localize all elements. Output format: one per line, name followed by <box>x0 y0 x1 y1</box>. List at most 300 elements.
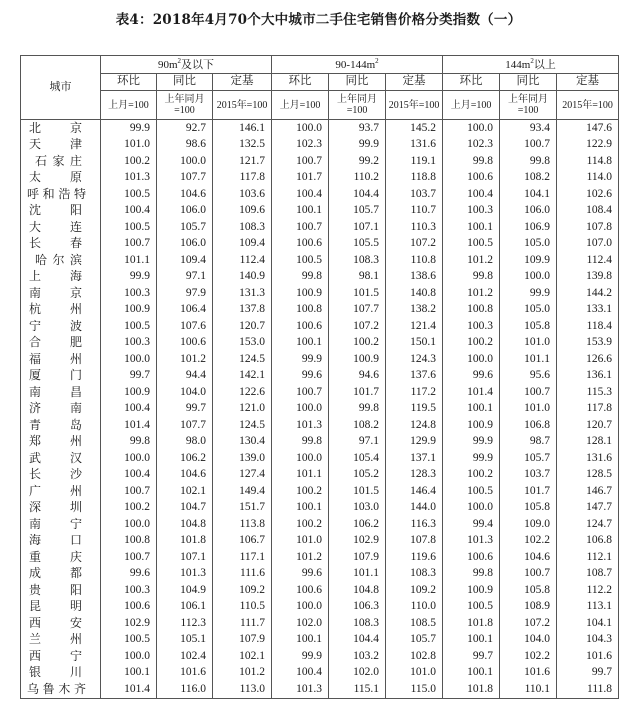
city-name-cell: 合肥 <box>21 335 101 352</box>
index-value-cell: 100.2 <box>443 467 500 484</box>
index-value-cell: 105.0 <box>500 236 557 253</box>
index-value-cell: 101.0 <box>500 335 557 352</box>
city-name-cell: 厦门 <box>21 368 101 385</box>
index-value-cell: 110.5 <box>213 599 272 616</box>
index-value-cell: 95.6 <box>500 368 557 385</box>
index-value-cell: 103.7 <box>386 186 443 203</box>
index-value-cell: 102.0 <box>329 665 386 682</box>
index-value-cell: 117.2 <box>386 384 443 401</box>
table-row <box>21 483 619 500</box>
index-value-cell: 101.5 <box>329 285 386 302</box>
table-row <box>21 384 619 401</box>
table-row <box>21 153 619 170</box>
index-value-cell: 99.7 <box>557 665 619 682</box>
index-value-cell: 149.4 <box>213 483 272 500</box>
index-value-cell: 102.1 <box>157 483 213 500</box>
index-value-cell: 99.6 <box>101 566 157 583</box>
city-name-cell: 太原 <box>21 170 101 187</box>
sub-header-yoy: 同比 <box>500 74 557 91</box>
index-value-cell: 100.2 <box>272 516 329 533</box>
index-value-cell: 151.7 <box>213 500 272 517</box>
index-value-cell: 106.8 <box>557 533 619 550</box>
index-value-cell: 114.0 <box>557 170 619 187</box>
index-value-cell: 104.4 <box>329 186 386 203</box>
index-value-cell: 106.9 <box>500 219 557 236</box>
index-value-cell: 100.5 <box>272 252 329 269</box>
index-value-cell: 98.7 <box>500 434 557 451</box>
index-value-cell: 102.2 <box>500 648 557 665</box>
index-value-cell: 121.0 <box>213 401 272 418</box>
index-value-cell: 112.4 <box>557 252 619 269</box>
index-value-cell: 101.0 <box>272 533 329 550</box>
index-value-cell: 146.4 <box>386 483 443 500</box>
price-index-table <box>20 55 619 699</box>
index-value-cell: 105.5 <box>329 236 386 253</box>
index-value-cell: 99.9 <box>443 450 500 467</box>
city-name-cell: 武汉 <box>21 450 101 467</box>
index-value-cell: 140.8 <box>386 285 443 302</box>
index-value-cell: 118.8 <box>386 170 443 187</box>
index-value-cell: 100.6 <box>443 170 500 187</box>
city-name-cell: 北京 <box>21 120 101 137</box>
city-name-cell: 乌鲁木齐 <box>21 681 101 698</box>
index-value-cell: 138.2 <box>386 302 443 319</box>
index-value-cell: 111.8 <box>557 681 619 698</box>
index-value-cell: 110.1 <box>500 681 557 698</box>
index-value-cell: 102.0 <box>272 615 329 632</box>
table-row <box>21 236 619 253</box>
index-value-cell: 146.1 <box>213 120 272 137</box>
index-value-cell: 99.2 <box>329 153 386 170</box>
table-row <box>21 417 619 434</box>
index-value-cell: 101.7 <box>500 483 557 500</box>
index-value-cell: 100.9 <box>272 285 329 302</box>
index-value-cell: 101.8 <box>443 681 500 698</box>
index-value-cell: 100.0 <box>443 120 500 137</box>
index-value-cell: 109.0 <box>500 516 557 533</box>
city-name-cell: 重庆 <box>21 549 101 566</box>
index-value-cell: 108.3 <box>386 566 443 583</box>
index-value-cell: 100.7 <box>272 153 329 170</box>
index-value-cell: 100.2 <box>101 153 157 170</box>
index-value-cell: 107.2 <box>329 318 386 335</box>
index-value-cell: 105.8 <box>500 500 557 517</box>
index-value-cell: 101.8 <box>157 533 213 550</box>
index-value-cell: 107.8 <box>386 533 443 550</box>
index-value-cell: 103.7 <box>500 467 557 484</box>
index-value-cell: 114.8 <box>557 153 619 170</box>
index-value-cell: 99.8 <box>500 153 557 170</box>
table-row <box>21 450 619 467</box>
base-label-2015: 2015年=100 <box>557 91 619 120</box>
index-value-cell: 101.1 <box>101 252 157 269</box>
index-value-cell: 106.0 <box>157 203 213 220</box>
index-value-cell: 104.4 <box>329 632 386 649</box>
city-name-cell: 石家庄 <box>21 153 101 170</box>
index-value-cell: 102.9 <box>101 615 157 632</box>
index-value-cell: 100.4 <box>272 186 329 203</box>
index-value-cell: 128.5 <box>557 467 619 484</box>
index-value-cell: 124.5 <box>213 351 272 368</box>
index-value-cell: 105.7 <box>386 632 443 649</box>
index-value-cell: 100.3 <box>443 203 500 220</box>
index-value-cell: 100.7 <box>101 549 157 566</box>
table-row <box>21 186 619 203</box>
index-value-cell: 111.7 <box>213 615 272 632</box>
index-value-cell: 119.5 <box>386 401 443 418</box>
base-label-2015: 2015年=100 <box>213 91 272 120</box>
table-title: 表4：2018年4月70个大中城市二手住宅销售价格分类指数（一） <box>115 12 522 28</box>
table-row <box>21 500 619 517</box>
index-value-cell: 101.1 <box>500 351 557 368</box>
index-value-cell: 111.6 <box>213 566 272 583</box>
index-value-cell: 109.2 <box>386 582 443 599</box>
index-value-cell: 103.2 <box>329 648 386 665</box>
index-value-cell: 100.7 <box>272 384 329 401</box>
index-value-cell: 113.0 <box>213 681 272 698</box>
index-value-cell: 139.8 <box>557 269 619 286</box>
index-value-cell: 108.4 <box>557 203 619 220</box>
index-value-cell: 113.1 <box>557 599 619 616</box>
index-value-cell: 112.2 <box>557 582 619 599</box>
city-name-cell: 海口 <box>21 533 101 550</box>
index-value-cell: 106.2 <box>157 450 213 467</box>
index-value-cell: 101.2 <box>443 252 500 269</box>
index-value-cell: 105.7 <box>329 203 386 220</box>
index-value-cell: 108.3 <box>329 252 386 269</box>
index-value-cell: 100.6 <box>272 318 329 335</box>
index-value-cell: 100.4 <box>101 401 157 418</box>
index-value-cell: 104.9 <box>157 582 213 599</box>
index-value-cell: 105.4 <box>329 450 386 467</box>
index-value-cell: 100.0 <box>272 401 329 418</box>
index-value-cell: 98.6 <box>157 137 213 154</box>
index-value-cell: 100.1 <box>272 203 329 220</box>
index-value-cell: 99.6 <box>272 566 329 583</box>
index-value-cell: 101.2 <box>443 285 500 302</box>
index-value-cell: 99.7 <box>443 648 500 665</box>
index-value-cell: 101.6 <box>500 665 557 682</box>
index-value-cell: 107.7 <box>329 302 386 319</box>
index-value-cell: 104.1 <box>557 615 619 632</box>
index-value-cell: 153.0 <box>213 335 272 352</box>
table-row <box>21 516 619 533</box>
index-value-cell: 100.1 <box>443 665 500 682</box>
index-value-cell: 100.1 <box>443 632 500 649</box>
index-value-cell: 100.1 <box>272 335 329 352</box>
index-value-cell: 131.6 <box>557 450 619 467</box>
index-value-cell: 98.1 <box>329 269 386 286</box>
index-value-cell: 121.4 <box>386 318 443 335</box>
city-name-cell: 杭州 <box>21 302 101 319</box>
index-value-cell: 99.7 <box>157 401 213 418</box>
index-value-cell: 107.1 <box>157 549 213 566</box>
table-row <box>21 599 619 616</box>
index-value-cell: 100.8 <box>272 302 329 319</box>
index-value-cell: 100.1 <box>443 401 500 418</box>
index-value-cell: 108.7 <box>557 566 619 583</box>
index-value-cell: 100.4 <box>101 203 157 220</box>
index-value-cell: 109.4 <box>157 252 213 269</box>
table-row <box>21 368 619 385</box>
index-value-cell: 101.1 <box>272 467 329 484</box>
index-value-cell: 101.4 <box>443 384 500 401</box>
index-value-cell: 100.5 <box>443 236 500 253</box>
index-value-cell: 99.7 <box>101 368 157 385</box>
city-name-cell: 长沙 <box>21 467 101 484</box>
group-header-medium: $90-144m^2$ <box>272 56 443 74</box>
index-value-cell: 105.1 <box>157 632 213 649</box>
index-value-cell: 99.9 <box>329 137 386 154</box>
city-name-cell: 上海 <box>21 269 101 286</box>
city-name-cell: 广州 <box>21 483 101 500</box>
index-value-cell: 100.5 <box>443 599 500 616</box>
index-value-cell: 99.9 <box>443 434 500 451</box>
index-value-cell: 104.1 <box>500 186 557 203</box>
index-value-cell: 100.4 <box>101 467 157 484</box>
index-value-cell: 101.2 <box>272 549 329 566</box>
index-value-cell: 100.2 <box>101 500 157 517</box>
index-value-cell: 107.2 <box>500 615 557 632</box>
index-value-cell: 105.7 <box>500 450 557 467</box>
index-value-cell: 103.0 <box>329 500 386 517</box>
index-value-cell: 100.0 <box>101 516 157 533</box>
index-value-cell: 100.0 <box>443 351 500 368</box>
index-value-cell: 100.3 <box>101 582 157 599</box>
base-label-2015: 2015年=100 <box>386 91 443 120</box>
index-value-cell: 108.3 <box>329 615 386 632</box>
index-value-cell: 147.7 <box>557 500 619 517</box>
index-value-cell: 99.9 <box>272 351 329 368</box>
index-value-cell: 106.3 <box>329 599 386 616</box>
index-value-cell: 107.0 <box>557 236 619 253</box>
index-value-cell: 110.2 <box>329 170 386 187</box>
index-value-cell: 117.8 <box>557 401 619 418</box>
index-value-cell: 99.4 <box>443 516 500 533</box>
index-value-cell: 99.9 <box>272 648 329 665</box>
table-row <box>21 665 619 682</box>
index-value-cell: 110.8 <box>386 252 443 269</box>
table-row <box>21 302 619 319</box>
index-value-cell: 99.8 <box>272 434 329 451</box>
index-value-cell: 101.4 <box>101 417 157 434</box>
table-body <box>21 120 619 699</box>
index-value-cell: 107.7 <box>157 170 213 187</box>
index-value-cell: 117.8 <box>213 170 272 187</box>
index-value-cell: 101.6 <box>157 665 213 682</box>
index-value-cell: 110.3 <box>386 219 443 236</box>
index-value-cell: 100.7 <box>272 219 329 236</box>
table-row <box>21 269 619 286</box>
index-value-cell: 100.6 <box>272 236 329 253</box>
index-value-cell: 99.9 <box>101 120 157 137</box>
index-value-cell: 101.7 <box>272 170 329 187</box>
index-value-cell: 92.7 <box>157 120 213 137</box>
index-value-cell: 100.9 <box>329 351 386 368</box>
index-value-cell: 106.2 <box>329 516 386 533</box>
index-value-cell: 100.0 <box>272 120 329 137</box>
index-value-cell: 136.1 <box>557 368 619 385</box>
index-value-cell: 126.6 <box>557 351 619 368</box>
index-value-cell: 108.2 <box>329 417 386 434</box>
table-row <box>21 467 619 484</box>
index-value-cell: 115.0 <box>386 681 443 698</box>
index-value-cell: 101.2 <box>213 665 272 682</box>
index-value-cell: 131.6 <box>386 137 443 154</box>
table-row <box>21 285 619 302</box>
index-value-cell: 99.9 <box>500 285 557 302</box>
index-value-cell: 100.3 <box>443 318 500 335</box>
index-value-cell: 105.0 <box>500 302 557 319</box>
index-value-cell: 124.3 <box>386 351 443 368</box>
table-row <box>21 401 619 418</box>
index-value-cell: 99.6 <box>443 368 500 385</box>
index-value-cell: 108.5 <box>386 615 443 632</box>
index-value-cell: 100.6 <box>101 599 157 616</box>
index-value-cell: 127.4 <box>213 467 272 484</box>
index-value-cell: 100.9 <box>443 417 500 434</box>
table-row <box>21 549 619 566</box>
index-value-cell: 102.2 <box>500 533 557 550</box>
index-value-cell: 104.6 <box>157 186 213 203</box>
index-value-cell: 97.1 <box>157 269 213 286</box>
sub-header-fixed-base: 定基 <box>213 74 272 91</box>
table-row <box>21 681 619 698</box>
index-value-cell: 146.7 <box>557 483 619 500</box>
city-name-cell: 大连 <box>21 219 101 236</box>
index-value-cell: 120.7 <box>213 318 272 335</box>
index-value-cell: 110.0 <box>386 599 443 616</box>
index-value-cell: 144.0 <box>386 500 443 517</box>
index-value-cell: 102.4 <box>157 648 213 665</box>
index-value-cell: 133.1 <box>557 302 619 319</box>
index-value-cell: 100.0 <box>157 153 213 170</box>
index-value-cell: 122.9 <box>557 137 619 154</box>
index-value-cell: 98.0 <box>157 434 213 451</box>
index-value-cell: 109.6 <box>213 203 272 220</box>
index-value-cell: 106.4 <box>157 302 213 319</box>
index-value-cell: 102.8 <box>386 648 443 665</box>
index-value-cell: 100.8 <box>443 302 500 319</box>
table-row <box>21 632 619 649</box>
city-name-cell: 长春 <box>21 236 101 253</box>
sub-header-yoy: 同比 <box>329 74 386 91</box>
city-name-cell: 西安 <box>21 615 101 632</box>
index-value-cell: 106.8 <box>500 417 557 434</box>
index-value-cell: 97.1 <box>329 434 386 451</box>
index-value-cell: 132.5 <box>213 137 272 154</box>
index-value-cell: 139.0 <box>213 450 272 467</box>
table-row <box>21 615 619 632</box>
index-value-cell: 100.5 <box>101 632 157 649</box>
index-value-cell: 100.5 <box>443 483 500 500</box>
index-value-cell: 153.9 <box>557 335 619 352</box>
index-value-cell: 116.3 <box>386 516 443 533</box>
index-value-cell: 147.6 <box>557 120 619 137</box>
index-value-cell: 100.2 <box>443 335 500 352</box>
index-value-cell: 97.9 <box>157 285 213 302</box>
base-label-last-month: 上月=100 <box>101 91 157 120</box>
index-value-cell: 100.5 <box>101 186 157 203</box>
index-value-cell: 140.9 <box>213 269 272 286</box>
index-value-cell: 112.1 <box>557 549 619 566</box>
index-value-cell: 107.1 <box>329 219 386 236</box>
table-row <box>21 582 619 599</box>
sub-header-yoy: 同比 <box>157 74 213 91</box>
index-value-cell: 124.7 <box>557 516 619 533</box>
index-value-cell: 100.9 <box>443 582 500 599</box>
base-label-last-year: 上年同月=100 <box>500 91 557 120</box>
sub-header-mom: 环比 <box>272 74 329 91</box>
index-value-cell: 100.6 <box>443 549 500 566</box>
city-name-cell: 南宁 <box>21 516 101 533</box>
index-value-cell: 100.9 <box>101 302 157 319</box>
index-value-cell: 100.2 <box>329 335 386 352</box>
index-value-cell: 100.1 <box>443 219 500 236</box>
index-value-cell: 130.4 <box>213 434 272 451</box>
city-name-cell: 南京 <box>21 285 101 302</box>
index-value-cell: 100.7 <box>101 483 157 500</box>
index-value-cell: 145.2 <box>386 120 443 137</box>
city-name-cell: 西宁 <box>21 648 101 665</box>
index-value-cell: 118.4 <box>557 318 619 335</box>
index-value-cell: 99.9 <box>101 269 157 286</box>
index-value-cell: 109.4 <box>213 236 272 253</box>
index-value-cell: 104.8 <box>157 516 213 533</box>
index-value-cell: 101.7 <box>329 384 386 401</box>
table-row <box>21 648 619 665</box>
index-value-cell: 142.1 <box>213 368 272 385</box>
index-value-cell: 100.3 <box>101 335 157 352</box>
index-value-cell: 101.8 <box>443 615 500 632</box>
index-value-cell: 100.0 <box>101 648 157 665</box>
index-value-cell: 101.0 <box>386 665 443 682</box>
index-value-cell: 101.4 <box>101 681 157 698</box>
city-name-cell: 南昌 <box>21 384 101 401</box>
index-value-cell: 106.0 <box>157 236 213 253</box>
index-value-cell: 100.9 <box>101 384 157 401</box>
index-value-cell: 106.0 <box>500 203 557 220</box>
index-value-cell: 107.2 <box>386 236 443 253</box>
index-value-cell: 100.0 <box>443 500 500 517</box>
index-value-cell: 101.2 <box>157 351 213 368</box>
index-value-cell: 104.0 <box>157 384 213 401</box>
table-row <box>21 335 619 352</box>
sub-header-mom: 环比 <box>443 74 500 91</box>
group-header-large: $144m^2$以上 <box>443 56 619 74</box>
index-value-cell: 102.3 <box>443 137 500 154</box>
index-value-cell: 100.1 <box>272 632 329 649</box>
index-value-cell: 100.7 <box>500 137 557 154</box>
sub-header-fixed-base: 定基 <box>557 74 619 91</box>
city-name-cell: 深圳 <box>21 500 101 517</box>
index-value-cell: 100.7 <box>500 566 557 583</box>
table-row <box>21 219 619 236</box>
index-value-cell: 107.8 <box>557 219 619 236</box>
index-value-cell: 103.6 <box>213 186 272 203</box>
table-row <box>21 120 619 137</box>
index-value-cell: 99.8 <box>443 269 500 286</box>
table-row <box>21 351 619 368</box>
city-name-cell: 昆明 <box>21 599 101 616</box>
index-value-cell: 99.8 <box>272 269 329 286</box>
city-name-cell: 济南 <box>21 401 101 418</box>
index-value-cell: 116.0 <box>157 681 213 698</box>
index-value-cell: 93.7 <box>329 120 386 137</box>
city-name-cell: 福州 <box>21 351 101 368</box>
index-value-cell: 105.8 <box>500 318 557 335</box>
index-value-cell: 106.7 <box>213 533 272 550</box>
